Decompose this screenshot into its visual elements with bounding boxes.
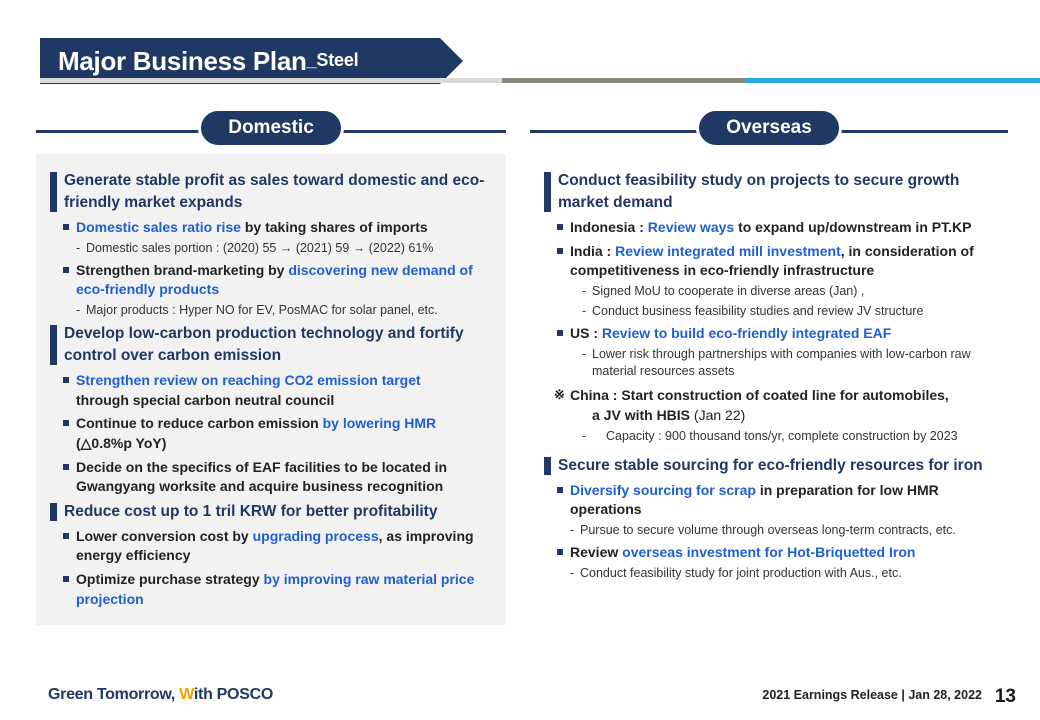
overseas-b1-item-1c: to expand up/downstream in PT.KP bbox=[734, 219, 972, 235]
overseas-b1-item-2c: , in consideration of competitiveness in eco-friendly infrastructure bbox=[570, 242, 974, 279]
domestic-pill: Domestic bbox=[198, 108, 344, 148]
overseas-b1-item-2 bbox=[540, 242, 998, 281]
domestic-b1-sub-1: - Domestic sales portion : (2020) 55 → (2021) 59 → (2022) 61% bbox=[46, 240, 496, 257]
overseas-b1-note bbox=[540, 386, 998, 425]
footer-logo-post: ith POSCO bbox=[193, 686, 273, 703]
overseas-b2-item-2a: Review bbox=[570, 544, 623, 561]
overseas-b1-sub-3: - Lower risk through partnerships with companies with low-carbon raw material resources assets bbox=[540, 346, 998, 381]
overseas-block-1 bbox=[540, 170, 998, 445]
title-sub: _Steel bbox=[306, 50, 359, 70]
overseas-b1-note-b: a JV with HBIS bbox=[592, 406, 694, 423]
overseas-b2-sub-2: - Conduct feasibility study for joint production with Aus., etc. bbox=[540, 565, 998, 582]
overseas-b2-head: Secure stable sourcing for eco-friendly resources for iron bbox=[540, 455, 998, 477]
title-main: Major Business Plan bbox=[58, 45, 307, 76]
domestic-b2-item-1a: Strengthen review on reaching CO2 emission target bbox=[76, 372, 421, 389]
overseas-b1-note-b2: (Jan 22) bbox=[693, 406, 746, 423]
domestic-b2-item-2 bbox=[46, 414, 496, 453]
overseas-b2-item-1b: in preparation for low HMR operations bbox=[570, 481, 939, 518]
domestic-b1-item-1 bbox=[46, 218, 496, 238]
domestic-b2-item-2b: by lowering HMR bbox=[322, 415, 437, 432]
domestic-b1-item-2 bbox=[46, 261, 496, 300]
domestic-b3-item-1c: , as improving energy efficiency bbox=[76, 527, 474, 564]
domestic-b3-item-2a: Optimize purchase strategy bbox=[76, 571, 264, 588]
overseas-b1-item-1a: Indonesia : bbox=[570, 219, 648, 235]
domestic-b1-item-1a: Domestic sales ratio rise bbox=[76, 219, 241, 235]
domestic-b3-item-1b: upgrading process bbox=[252, 527, 379, 544]
overseas-header bbox=[530, 108, 1008, 154]
domestic-b3-item-1 bbox=[46, 527, 496, 566]
domestic-b1-head: Generate stable profit as sales toward domestic and eco-friendly market expands bbox=[46, 170, 496, 214]
overseas-b2-item-2b: overseas investment for Hot-Briquetted Iron bbox=[622, 544, 916, 561]
overseas-b1-item-3a: US : bbox=[570, 325, 602, 342]
overseas-b1-note-a: China : Start construction of coated line for automobiles, bbox=[570, 387, 949, 404]
overseas-pill: Overseas bbox=[696, 108, 842, 148]
overseas-b1-item-3 bbox=[540, 324, 998, 344]
domestic-b1-sub-2: - Major products : Hyper NO for EV, PosMAC for solar panel, etc. bbox=[46, 302, 496, 319]
domestic-b1-item-1b: by taking shares of imports bbox=[240, 219, 428, 235]
overseas-b1-sub-2b: - Conduct business feasibility studies and review JV structure bbox=[540, 303, 998, 320]
domestic-b3-item-1a: Lower conversion cost by bbox=[76, 527, 253, 544]
overseas-b1-item-3b: Review to build eco-friendly integrated EAF bbox=[601, 325, 892, 342]
footer-logo bbox=[48, 686, 273, 704]
domestic-block-1 bbox=[46, 170, 496, 319]
domestic-b1-item-2a: Strengthen brand-marketing by bbox=[76, 261, 289, 278]
overseas-b1-item-2a: India : bbox=[570, 242, 616, 259]
domestic-b3-item-2b: by improving raw material price projection bbox=[76, 571, 475, 607]
overseas-b1-item-1 bbox=[540, 218, 998, 238]
domestic-b2-item-2a: Continue to reduce carbon emission bbox=[76, 415, 323, 432]
title-rule-left bbox=[40, 78, 502, 83]
overseas-b1-head: Conduct feasibility study on projects to secure growth market demand bbox=[540, 170, 998, 214]
domestic-block-3 bbox=[46, 501, 496, 609]
domestic-b3-item-2 bbox=[46, 570, 496, 609]
domestic-b2-item-2c: (△0.8%p YoY) bbox=[76, 435, 167, 452]
domestic-b2-item-1 bbox=[46, 371, 496, 410]
domestic-b2-item-3: Decide on the specifics of EAF facilities to be located in Gwangyang worksite and acquire business recognition bbox=[46, 458, 496, 497]
title-rule-right bbox=[745, 78, 1040, 83]
overseas-panel bbox=[530, 154, 1008, 599]
footer-release-info: 2021 Earnings Release | Jan 28, 2022 bbox=[762, 688, 982, 702]
overseas-b2-sub-1: - Pursue to secure volume through overseas long-term contracts, etc. bbox=[540, 522, 998, 539]
footer-logo-pre: Green Tomorrow, bbox=[48, 686, 180, 703]
domestic-block-2 bbox=[46, 323, 496, 497]
column-overseas bbox=[530, 108, 1008, 599]
column-domestic bbox=[36, 108, 506, 625]
overseas-b2-item-1 bbox=[540, 481, 998, 520]
overseas-b2-item-2 bbox=[540, 543, 998, 563]
domestic-b2-item-1b: through special carbon neutral council bbox=[76, 391, 335, 408]
overseas-b1-item-2b: Review integrated mill investment bbox=[615, 242, 841, 259]
domestic-panel bbox=[36, 154, 506, 625]
overseas-b1-note-sub: - Capacity : 900 thousand tons/yr, complete construction by 2023 bbox=[540, 428, 998, 445]
footer-logo-w: W bbox=[179, 686, 194, 703]
domestic-b3-head: Reduce cost up to 1 tril KRW for better profitability bbox=[46, 501, 496, 523]
domestic-header bbox=[36, 108, 506, 154]
overseas-block-2 bbox=[540, 455, 998, 582]
page-number: 13 bbox=[994, 686, 1016, 707]
title-rule-mid bbox=[502, 78, 745, 83]
overseas-b2-item-1a: Diversify sourcing for scrap bbox=[570, 481, 756, 498]
domestic-b2-head: Develop low-carbon production technology and fortify control over carbon emission bbox=[46, 323, 496, 367]
overseas-b1-sub-2a: - Signed MoU to cooperate in diverse areas (Jan) , bbox=[540, 283, 998, 300]
overseas-b1-item-1b: Review ways bbox=[647, 219, 735, 235]
domestic-b1-item-2b: discovering new demand of eco-friendly products bbox=[76, 261, 473, 298]
